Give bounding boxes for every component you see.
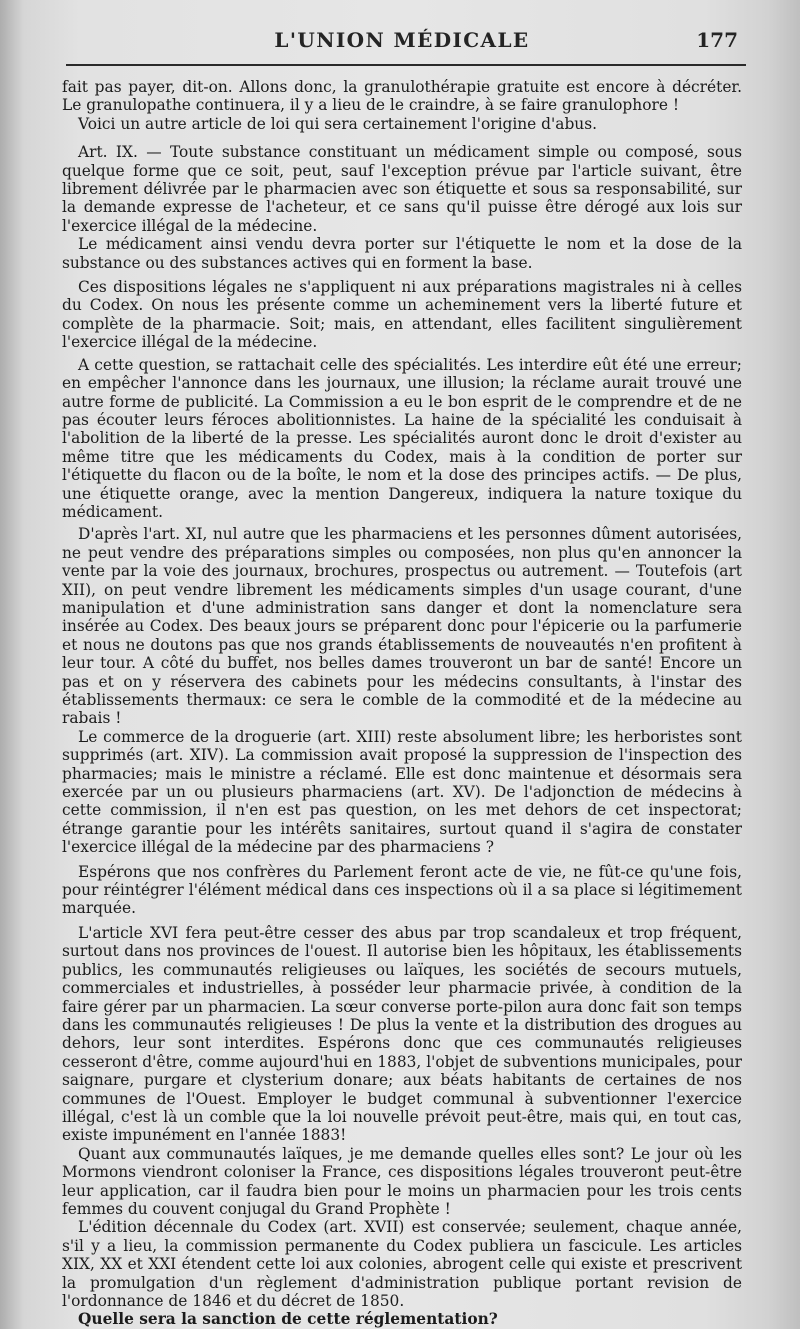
article-ix-paragraph: Art. IX. — Toute substance constituant un médicament simple ou composé, sous quelque forme que ce soit, peut, sauf l'exception prévue par l'article suivant, être librement délivrée par le pharmacien avec son étiquette et sous sa responsabilité, sur la demande expresse de l'acheteur, et ce sans qu'il puisse être dérogé aux lois sur l'exercice illégal de la médecine. — [62, 143, 742, 235]
closing-question: Quelle sera la sanction de cette réglementation? — [78, 1310, 498, 1329]
article-body — [62, 78, 742, 1329]
paragraph: L'article XVI fera peut-être cesser des abus par trop scandaleux et trop fréquent, surtout dans nos provinces de l'ouest. Il autorise bien les hôpitaux, les établissements publics, les communautés religieuses ou laïques, les sociétés de secours mutuels, commerciales et industrielles, à posséder leur pharmacie privée, à condition de la faire gérer par un pharmacien. La sœur converse porte-pilon aura donc fait son temps dans les communautés religieuses ! De plus la vente et la distribution des drogues au dehors, leur sont interdites. Espérons donc que ces communautés religieuses cesseront d'être, comme aujourd'hui en 1883, l'objet de subventions municipales, pour saignare, purgare et clysterium donare; aux béats habitants de certaines de nos communes de l'Ouest. Employer le budget communal à subventionner l'exercice illégal, c'est là un comble que la loi nouvelle prévoit peut-être, mais qui, en tout cas, existe impunément en l'année 1883! — [62, 923, 742, 1145]
paragraph: L'édition décennale du Codex (art. XVII) est conservée; seulement, chaque année, s'il y a lieu, la commission permanente du Codex publiera un fascicule. Les articles XIX, XX et XXI étendent cette loi aux colonies, abrogent celle qui existe et prescrivent la promulgation d'un règlement d'administration publique portant revision de l'ordonnance de 1846 et du décret de 1850. — [62, 1218, 742, 1310]
paragraph: Le commerce de la droguerie (art. XIII) reste absolument libre; les herboristes sont supprimés (art. XIV). La commission avait proposé la suppression de l'inspection des pharmacies; mais le ministre a réclamé. Elle est donc maintenue et désormais sera exercée par un ou plusieurs pharmaciens (art. XV). De l'adjonction de médecins à cette commission, il n'en est pas question, on les met dehors de cet inspectorat; étrange garantie pour les intérêts sanitaires, surtout quand il s'agira de constater l'exercice illégal de la médecine par des pharmaciens ? — [62, 727, 742, 857]
paragraph: Ces dispositions légales ne s'appliquent ni aux préparations magistrales ni à celles du Codex. On nous les présente comme un acheminement vers la liberté future et complète de la pharmacie. Soit; mais, en attendant, elles facilitent singulièrement l'exercice illégal de la médecine. — [62, 278, 742, 352]
journal-page — [62, 18, 742, 1329]
paragraph: D'après l'art. XI, nul autre que les pharmaciens et les personnes dûment autorisées, ne peut vendre des préparations simples ou composées, non plus qu'en annoncer la vente par la voie des journaux, brochures, prospectus ou autrement. — Toutefois (art XII), on peut vendre librement les médicaments simples d'un usage courant, d'une manipulation et d'une administration sans danger et dont la nomenclature sera insérée au Codex. Des beaux jours se préparent donc pour l'épicerie ou la parfumerie et nous ne doutons pas que nos grands établissements de nouveautés n'en profitent à leur tour. A côté du buffet, nos belles dames trouveront un bar de santé! Encore un pas et on y réservera des cabinets pour les médecins consultants, à l'instar des établissements thermaux: ce sera le comble de la commodité et de la médecine au rabais ! — [62, 525, 742, 728]
paragraph: A cette question, se rattachait celle des spécialités. Les interdire eût été une erreur; en empêcher l'annonce dans les journaux, une illusion; la réclame aurait trouvé une autre forme de publicité. La Commission a eu le bon esprit de le comprendre et de ne pas écouter leurs féroces abolitionnistes. La haine de la spécialité les conduisait à l'abolition de la liberté de la presse. Les spécialités auront donc le droit d'exister au même titre que les médicaments du Codex, mais à la condition de porter sur l'étiquette du flacon ou de la boîte, le nom et la dose des principes actifs. — De plus, une étiquette orange, avec la mention Dangereux, indiquera la nature toxique du médicament. — [62, 355, 742, 521]
page-number: 177 — [696, 28, 738, 52]
paragraph: Quant aux communautés laïques, je me demande quelles elles sont? Le jour où les Mormons viendront coloniser la France, ces dispositions légales trouveront peut-être leur application, car il faudra bien pour le moins un pharmacien pour les trois cents femmes du couvent conjugal du Grand Prophète ! — [62, 1144, 742, 1218]
paragraph: fait pas payer, dit-on. Allons donc, la granulothérapie gratuite est encore à décréter. Le granulopathe continuera, il y a lieu de le craindre, à se faire granulophore ! — [62, 78, 742, 115]
header-rule — [66, 64, 746, 66]
journal-title: L'UNION MÉDICALE — [274, 28, 530, 52]
paragraph: Le médicament ainsi vendu devra porter sur l'étiquette le nom et la dose de la substance ou des substances actives qui en forment la base. — [62, 235, 742, 272]
paragraph: Espérons que nos confrères du Parlement feront acte de vie, ne fût-ce qu'une fois, pour réintégrer l'élément médical dans ces inspections où il a sa place si légitimement marquée. — [62, 862, 742, 918]
paragraph: Voici un autre article de loi qui sera certainement l'origine d'abus. — [78, 114, 597, 133]
running-head — [62, 18, 742, 58]
